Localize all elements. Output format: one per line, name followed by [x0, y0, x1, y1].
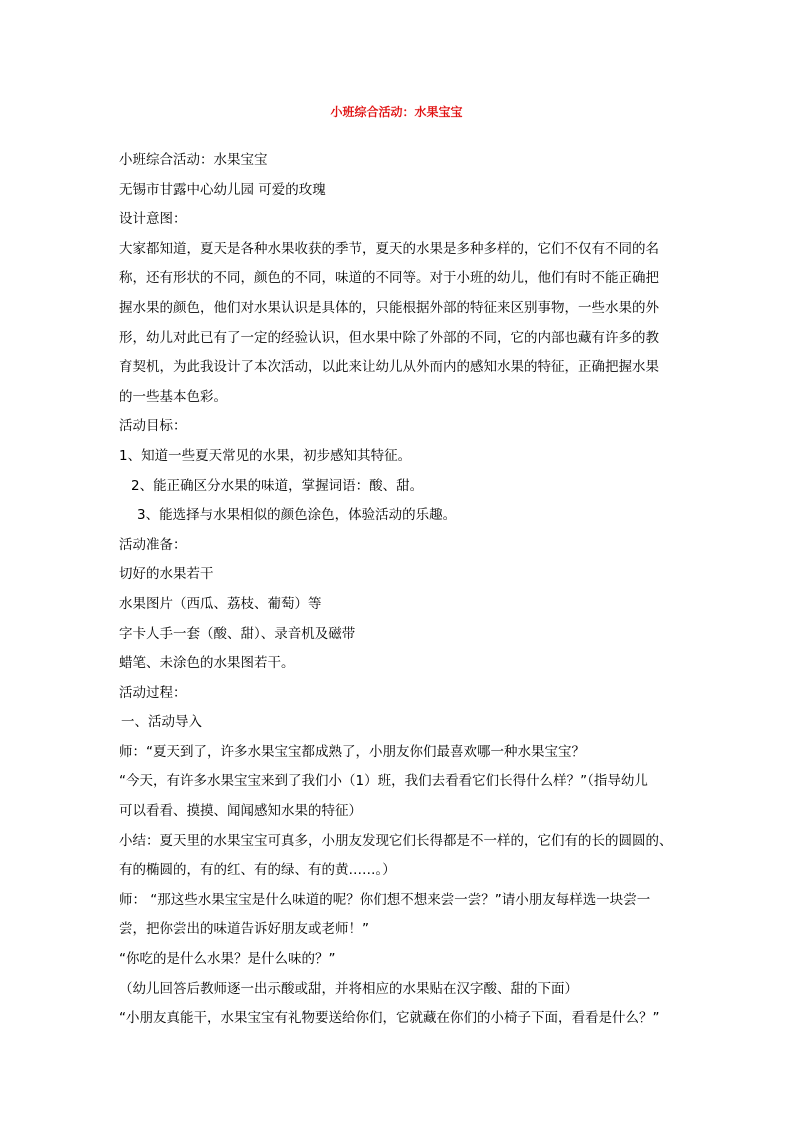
process-line: （幼儿回答后教师逐一出示酸或甜，并将相应的水果贴在汉字酸、甜的下面） — [119, 980, 578, 997]
section-heading-design: 设计意图： — [119, 211, 187, 228]
process-line: 尝，把你尝出的味道告诉好朋友或老师！” — [119, 921, 369, 938]
goal-item: 3、能选择与水果相似的颜色涂色，体验活动的乐趣。 — [137, 507, 457, 524]
goal-item: 2、能正确区分水果的味道，掌握词语：酸、甜。 — [131, 477, 424, 494]
process-line: “你吃的是什么水果？是什么味的？” — [119, 951, 336, 968]
preparation-item: 水果图片（西瓜、荔枝、葡萄）等 — [119, 595, 322, 612]
section-heading-preparation: 活动准备： — [119, 536, 187, 553]
preparation-item: 切好的水果若干 — [119, 566, 214, 583]
subtitle-line: 小班综合活动：水果宝宝 — [119, 152, 268, 168]
preparation-item: 字卡人手一套（酸、甜）、录音机及磁带 — [119, 625, 356, 642]
preparation-item: 蜡笔、未涂色的水果图若干。 — [119, 655, 295, 672]
paragraph-line: 称，还有形状的不同，颜色的不同，味道的不同等。对于小班的幼儿，他们有时不能正确把 — [119, 270, 659, 287]
process-line: 可以看看、摸摸、闻闻感知水果的特征） — [119, 803, 362, 820]
goal-item: 1、知道一些夏天常见的水果，初步感知其特征。 — [119, 447, 412, 464]
paragraph-line: 大家都知道，夏天是各种水果收获的季节，夏天的水果是多种多样的，它们不仅有不同的名 — [119, 240, 659, 257]
document-title: 小班综合活动：水果宝宝 — [330, 105, 463, 119]
process-line: 有的椭圆的，有的红、有的绿、有的黄……。） — [119, 862, 396, 879]
process-line: “今天，有许多水果宝宝来到了我们小（1）班，我们去看看它们长得什么样？”（指导幼儿 — [119, 773, 648, 790]
paragraph-line: 育契机，为此我设计了本次活动，以此来让幼儿从外而内的感知水果的特征，正确把握水果 — [119, 359, 659, 376]
process-line: 师： “那这些水果宝宝是什么味道的呢？你们想不想来尝一尝？”请小朋友每样选一块尝一 — [119, 891, 651, 908]
paragraph-line: 的一些基本色彩。 — [119, 388, 227, 405]
section-heading-process: 活动过程： — [119, 684, 187, 701]
document-body — [119, 146, 679, 1034]
process-step-heading: 一、活动导入 — [121, 714, 202, 731]
process-line: 小结：夏天里的水果宝宝可真多，小朋友发现它们长得都是不一样的，它们有的长的圆圆的、 — [119, 832, 673, 849]
process-line: 师：“夏天到了，许多水果宝宝都成熟了，小朋友你们最喜欢哪一种水果宝宝？ — [119, 743, 585, 760]
paragraph-line: 形，幼儿对此已有了一定的经验认识，但水果中除了外部的不同，它的内部也藏有许多的教 — [119, 329, 659, 346]
author-line: 无锡市甘露中心幼儿园 可爱的玫瑰 — [119, 181, 326, 198]
process-line: “小朋友真能干，水果宝宝有礼物要送给你们，它就藏在你们的小椅子下面，看看是什么？” — [119, 1010, 660, 1027]
section-heading-goals: 活动目标： — [119, 418, 187, 435]
paragraph-line: 握水果的颜色，他们对水果认识是具体的，只能根据外部的特征来区别事物，一些水果的外 — [119, 299, 659, 316]
